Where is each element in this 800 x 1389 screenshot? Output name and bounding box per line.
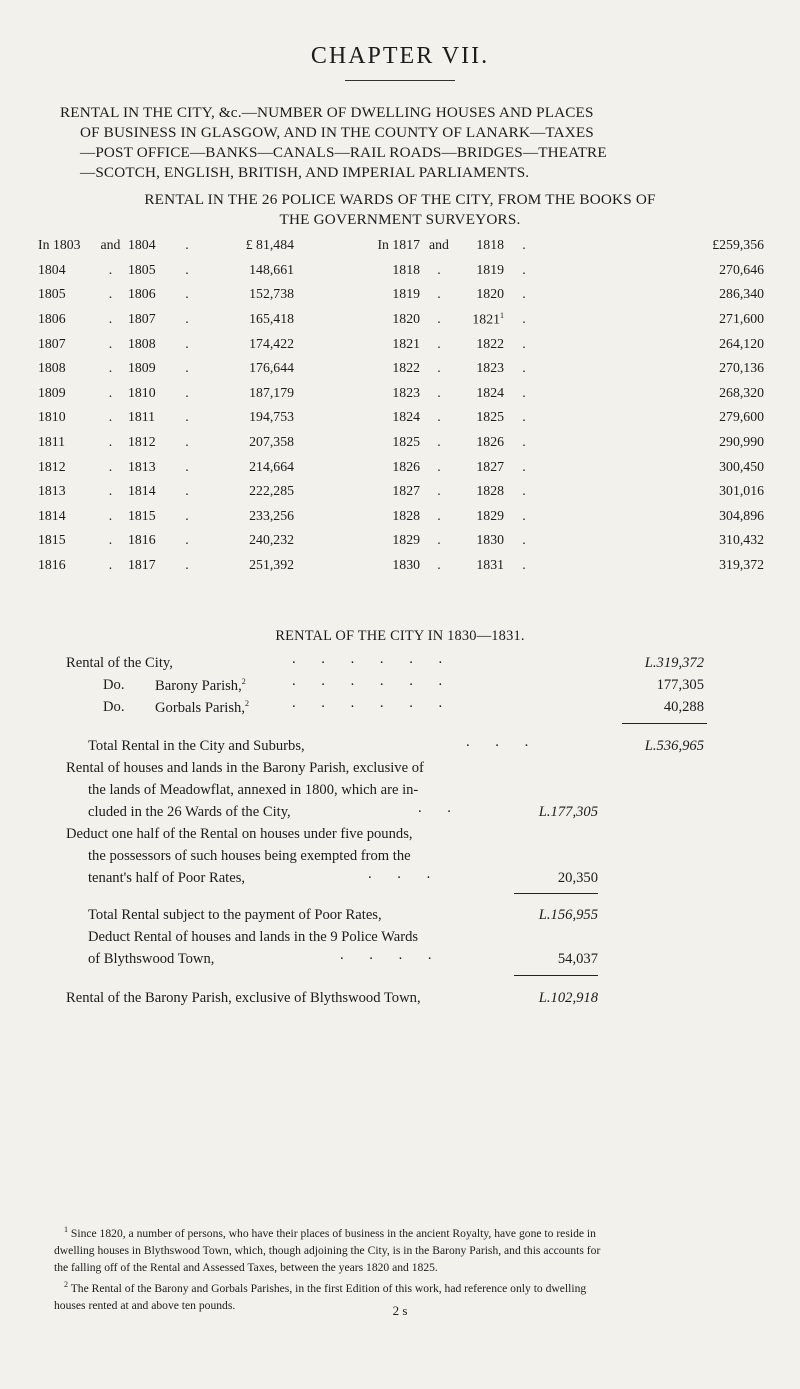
leader-cell: . bbox=[185, 237, 189, 253]
gorbals-label-text: Gorbals Parish, bbox=[155, 699, 245, 716]
footnote-mark: 1 bbox=[64, 1225, 68, 1234]
year-to-cell-text: 1810 bbox=[128, 384, 156, 400]
connector-cell-text: . bbox=[437, 360, 441, 376]
year-to-cell-text: 1805 bbox=[128, 261, 156, 277]
connector-cell-text: . bbox=[108, 458, 113, 474]
connector-cell-text: . bbox=[437, 458, 441, 474]
year-from-cell-text: 1816 bbox=[38, 557, 66, 573]
amount-cell-text: 300,450 bbox=[719, 458, 764, 474]
connector-cell-text: . bbox=[437, 409, 441, 425]
amount-cell-text: 279,600 bbox=[719, 409, 764, 425]
year-to-cell-text: 1827 bbox=[476, 458, 504, 474]
sum-rule bbox=[514, 975, 598, 976]
connector-cell-text: . bbox=[108, 384, 113, 400]
amount-cell-text: £ 81,484 bbox=[245, 237, 294, 253]
footnote-text: The Rental of the Barony and Gorbals Parishes, in the first Edition of this work, had reference only to dwelling bbox=[70, 1281, 587, 1295]
leader-dots: . . . . . . bbox=[292, 651, 454, 667]
amount-cell-text: 286,340 bbox=[719, 286, 764, 302]
barony-label bbox=[155, 677, 246, 695]
connector-cell-text: . bbox=[437, 286, 441, 302]
leader-cell: . bbox=[185, 335, 189, 351]
year-from-cell-text: In 1803 bbox=[38, 237, 81, 253]
connector-cell-text: and bbox=[100, 237, 121, 253]
connector-cell-text: . bbox=[108, 507, 113, 523]
leader-cell: . bbox=[185, 557, 189, 573]
footnote-ref: 1 bbox=[500, 310, 504, 320]
year-from-cell-text: 1804 bbox=[38, 261, 66, 277]
connector-cell-text: . bbox=[437, 483, 441, 499]
year-to-cell-text: 1811 bbox=[128, 409, 156, 425]
leader-cell: . bbox=[522, 434, 526, 450]
connector-cell-text: . bbox=[437, 532, 441, 548]
leader-cell: . bbox=[522, 507, 526, 523]
year-to-cell-text: 1813 bbox=[128, 458, 156, 474]
year-from-cell-text: 1827 bbox=[392, 483, 420, 499]
city-rental-label: Rental of the City, bbox=[66, 655, 173, 671]
year-from-cell-text: 1814 bbox=[38, 507, 66, 523]
amount-cell-text: 240,232 bbox=[249, 532, 294, 548]
leader-cell: . bbox=[522, 458, 526, 474]
city-rental-value: L.319,372 bbox=[644, 655, 704, 671]
year-to-cell-text: 1815 bbox=[128, 507, 156, 523]
footnotes bbox=[54, 1221, 784, 1314]
amount-cell-text: 148,661 bbox=[249, 261, 294, 277]
year-to-cell-text: 1816 bbox=[128, 532, 156, 548]
barony-houses-line: cluded in the 26 Wards of the City, bbox=[88, 804, 291, 820]
amount-cell-text: 251,392 bbox=[249, 557, 294, 573]
year-to-cell-text: 1812 bbox=[128, 434, 156, 450]
year-from-cell-text: 1824 bbox=[392, 409, 420, 425]
leader-dots: . . . bbox=[466, 734, 540, 750]
connector-cell-text: . bbox=[437, 311, 441, 327]
connector-cell-text: and bbox=[429, 237, 449, 253]
connector-cell-text: . bbox=[108, 261, 113, 277]
poor-rates-label: Total Rental subject to the payment of Poor Rates, bbox=[88, 907, 382, 923]
connector-cell-text: . bbox=[437, 557, 441, 573]
summary-line: RENTAL IN THE CITY, &c.—NUMBER OF DWELLING HOUSES AND PLACES bbox=[60, 104, 594, 121]
leader-cell: . bbox=[522, 483, 526, 499]
connector-cell-text: . bbox=[108, 434, 113, 450]
year-from-cell-text: 1811 bbox=[38, 434, 66, 450]
poor-rates-value: L.156,955 bbox=[538, 907, 598, 923]
final-rental-label: Rental of the Barony Parish, exclusive of Blythswood Town, bbox=[66, 990, 421, 1006]
year-from-cell-text: 1809 bbox=[38, 384, 66, 400]
year-to-cell-text: 1826 bbox=[476, 434, 504, 450]
year-from-cell-text: 1819 bbox=[392, 286, 420, 302]
summary-line: OF BUSINESS IN GLASGOW, AND IN THE COUNTY OF LANARK—TAXES bbox=[80, 124, 594, 141]
leader-dots: . . . . bbox=[340, 947, 443, 963]
leader-dots: . . . . . . bbox=[292, 673, 454, 689]
leader-cell: . bbox=[185, 311, 189, 327]
year-from-cell-text: 1813 bbox=[38, 483, 66, 499]
year-to-cell-text: 1830 bbox=[476, 532, 504, 548]
year-from-cell-text: 1822 bbox=[392, 360, 420, 376]
year-to-cell-text: 1829 bbox=[476, 507, 504, 523]
amount-cell-text: 187,179 bbox=[249, 384, 294, 400]
sum-rule bbox=[622, 723, 707, 724]
connector-cell-text: . bbox=[437, 335, 441, 351]
deduct-line: Deduct one half of the Rental on houses under five pounds, bbox=[66, 826, 413, 842]
year-to-cell-text: 1820 bbox=[476, 286, 504, 302]
amount-cell-text: 304,896 bbox=[719, 507, 764, 523]
leader-cell: . bbox=[185, 507, 189, 523]
connector-cell-text: . bbox=[108, 483, 113, 499]
year-from-cell-text: 1820 bbox=[392, 311, 420, 327]
gorbals-value: 40,288 bbox=[663, 699, 704, 715]
year-from-cell-text: 1815 bbox=[38, 532, 66, 548]
year-to-cell-text: 1806 bbox=[128, 286, 156, 302]
year-from-cell-text: 1806 bbox=[38, 311, 66, 327]
amount-cell-text: 301,016 bbox=[719, 483, 764, 499]
year-to-cell-text: 1831 bbox=[476, 557, 504, 573]
amount-cell-text: 176,644 bbox=[249, 360, 294, 376]
amount-cell-text: 233,256 bbox=[249, 507, 294, 523]
year-to-cell-text: 1825 bbox=[476, 409, 504, 425]
amount-cell-text: 222,285 bbox=[249, 483, 294, 499]
connector-cell-text: . bbox=[108, 409, 113, 425]
section-heading-line: RENTAL IN THE 26 POLICE WARDS OF THE CITY, FROM THE BOOKS OF bbox=[144, 191, 656, 208]
year-to-cell-text: 1817 bbox=[128, 557, 156, 573]
blythswood-line: of Blythswood Town, bbox=[88, 951, 215, 967]
footnote-text: Since 1820, a number of persons, who have their places of business in the ancient Royalty, have gone to reside in bbox=[70, 1226, 596, 1240]
leader-cell: . bbox=[185, 261, 189, 277]
leader-cell: . bbox=[522, 409, 526, 425]
amount-cell-text: 268,320 bbox=[719, 384, 764, 400]
leader-cell: . bbox=[185, 483, 189, 499]
connector-cell-text: . bbox=[437, 507, 441, 523]
year-from-cell-text: 1807 bbox=[38, 335, 66, 351]
year-to-cell-text: 1819 bbox=[476, 261, 504, 277]
year-from-cell-text: 1812 bbox=[38, 458, 66, 474]
deduct-line: the possessors of such houses being exempted from the bbox=[88, 848, 411, 864]
leader-cell: . bbox=[185, 360, 189, 376]
year-from-cell-text: 1828 bbox=[392, 507, 420, 523]
year-from-cell-text: 1818 bbox=[392, 261, 420, 277]
footnote-1-cont: dwelling houses in Blythswood Town, which, though adjoining the City, is in the Barony Parish, and this accounts for bbox=[54, 1243, 601, 1257]
leader-cell: . bbox=[522, 384, 526, 400]
chapter-title: CHAPTER VII. bbox=[310, 43, 490, 69]
deduct-line: tenant's half of Poor Rates, bbox=[88, 870, 246, 886]
footnote-ref: 2 bbox=[241, 677, 246, 686]
connector-cell-text: . bbox=[108, 286, 113, 302]
footnote-1-cont: the falling off of the Rental and Assessed Taxes, between the years 1820 and 1825. bbox=[54, 1260, 438, 1274]
connector-cell-text: . bbox=[108, 311, 113, 327]
connector-cell-text: . bbox=[108, 360, 113, 376]
year-to-cell-text: 1809 bbox=[128, 360, 156, 376]
year-from-cell-text: 1823 bbox=[392, 384, 420, 400]
year-from-cell-text: 1821 bbox=[392, 335, 420, 351]
year-to-cell-text: 1814 bbox=[128, 483, 156, 499]
footnote-ref: 2 bbox=[245, 699, 249, 708]
leader-cell: . bbox=[522, 360, 526, 376]
leader-dots: . . . bbox=[368, 866, 442, 882]
connector-cell-text: . bbox=[437, 434, 441, 450]
leader-dots: . . . . . . bbox=[292, 695, 454, 711]
leader-cell: . bbox=[522, 532, 526, 548]
final-rental-value: L.102,918 bbox=[538, 990, 598, 1006]
year-to-cell-text: 1807 bbox=[128, 311, 156, 327]
year-to-cell-text: 1823 bbox=[476, 360, 504, 376]
total-rental-label: Total Rental in the City and Suburbs, bbox=[88, 738, 305, 754]
year-to-cell-text: 1821 bbox=[472, 311, 500, 327]
footnote-2 bbox=[54, 1276, 784, 1297]
year-from-cell-text: In 1817 bbox=[377, 237, 420, 253]
footnote-2-cont: houses rented at and above ten pounds. bbox=[54, 1298, 236, 1312]
year-from-cell-text: 1830 bbox=[392, 557, 420, 573]
summary-line: —SCOTCH, ENGLISH, BRITISH, AND IMPERIAL PARLIAMENTS. bbox=[80, 164, 530, 181]
summary-line: —POST OFFICE—BANKS—CANALS—RAIL ROADS—BRIDGES—THEATRE bbox=[80, 144, 607, 161]
gorbals-do: Do. bbox=[103, 699, 125, 715]
blythswood-value: 54,037 bbox=[557, 951, 598, 967]
leader-cell: . bbox=[522, 261, 526, 277]
leader-cell: . bbox=[522, 557, 526, 573]
barony-do: Do. bbox=[103, 677, 125, 693]
leader-cell: . bbox=[185, 286, 189, 302]
year-to-cell-text: 1822 bbox=[476, 335, 504, 351]
barony-houses-line: Rental of houses and lands in the Barony Parish, exclusive of bbox=[66, 760, 424, 776]
rental-1830-heading: RENTAL OF THE CITY IN 1830—1831. bbox=[275, 628, 525, 644]
leader-cell: . bbox=[522, 335, 526, 351]
amount-cell-text: 152,738 bbox=[249, 286, 294, 302]
connector-cell-text: . bbox=[108, 532, 113, 548]
amount-cell-text: 165,418 bbox=[249, 311, 294, 327]
barony-houses-line: the lands of Meadowflat, annexed in 1800, which are in- bbox=[88, 782, 419, 798]
barony-houses-value: L.177,305 bbox=[538, 804, 598, 820]
amount-cell-text: 271,600 bbox=[719, 311, 764, 327]
gorbals-label bbox=[155, 699, 249, 717]
sum-rule bbox=[514, 893, 598, 894]
amount-cell-text: 174,422 bbox=[249, 335, 294, 351]
year-from-cell-text: 1826 bbox=[392, 458, 420, 474]
leader-cell: . bbox=[522, 311, 526, 327]
amount-cell-text: 290,990 bbox=[719, 434, 764, 450]
signature-mark: 2 s bbox=[392, 1303, 408, 1318]
connector-cell-text: . bbox=[108, 557, 113, 573]
amount-cell-text: 264,120 bbox=[719, 335, 764, 351]
amount-cell-text: 310,432 bbox=[719, 532, 764, 548]
amount-cell-text: 319,372 bbox=[719, 557, 764, 573]
amount-cell-text: 207,358 bbox=[249, 434, 294, 450]
year-from-cell-text: 1825 bbox=[392, 434, 420, 450]
year-to-cell-text: 1804 bbox=[128, 237, 156, 253]
connector-cell-text: . bbox=[108, 335, 113, 351]
leader-cell: . bbox=[185, 384, 189, 400]
barony-value: 177,305 bbox=[656, 677, 704, 693]
section-heading-line: THE GOVERNMENT SURVEYORS. bbox=[279, 211, 521, 228]
amount-cell-text: 214,664 bbox=[249, 458, 294, 474]
amount-cell-text: 194,753 bbox=[249, 409, 294, 425]
year-from-cell-text: 1808 bbox=[38, 360, 66, 376]
leader-dots: . . bbox=[418, 800, 462, 816]
total-rental-value: L.536,965 bbox=[644, 738, 704, 754]
leader-cell: . bbox=[522, 237, 526, 253]
amount-cell-text: £259,356 bbox=[712, 237, 764, 253]
year-from-cell-text: 1810 bbox=[38, 409, 66, 425]
year-to-cell-text: 1808 bbox=[128, 335, 156, 351]
amount-cell-text: 270,136 bbox=[719, 360, 764, 376]
footnote-mark: 2 bbox=[64, 1279, 68, 1289]
leader-cell: . bbox=[185, 409, 189, 425]
year-to-cell-text: 1828 bbox=[476, 483, 504, 499]
connector-cell-text: . bbox=[437, 384, 441, 400]
leader-cell: . bbox=[185, 532, 189, 548]
leader-cell: . bbox=[185, 458, 189, 474]
year-to-cell-text: 1818 bbox=[476, 237, 504, 253]
amount-cell-text: 270,646 bbox=[719, 261, 764, 277]
leader-cell: . bbox=[185, 434, 189, 450]
deduct-value: 20,350 bbox=[557, 870, 598, 886]
blythswood-line: Deduct Rental of houses and lands in the 9 Police Wards bbox=[88, 929, 419, 945]
year-from-cell-text: 1829 bbox=[392, 532, 420, 548]
barony-label-text: Barony Parish, bbox=[155, 677, 242, 694]
year-to-cell-text: 1824 bbox=[476, 384, 504, 400]
footnote-1 bbox=[54, 1221, 784, 1242]
connector-cell-text: . bbox=[437, 261, 441, 277]
leader-cell: . bbox=[522, 286, 526, 302]
year-from-cell-text: 1805 bbox=[38, 286, 66, 302]
